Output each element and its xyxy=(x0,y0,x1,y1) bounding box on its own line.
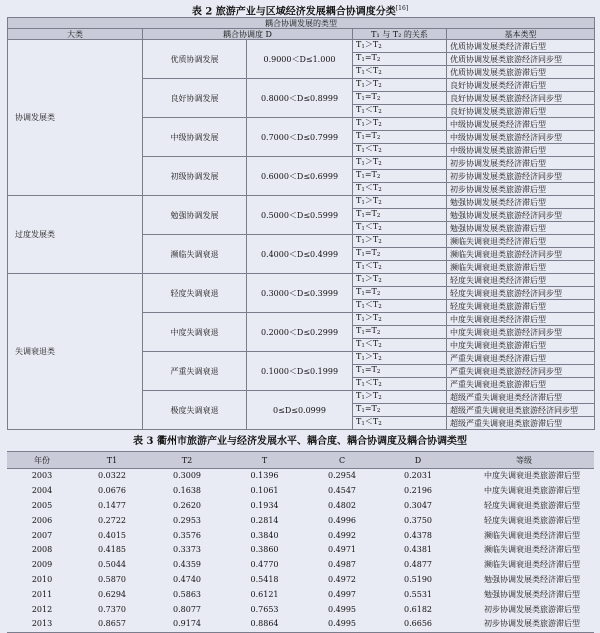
table3-cell: 2013 xyxy=(7,617,77,632)
table3-cell: 濒临失调衰退类经济滞后型 xyxy=(484,560,580,570)
table2-basic-type: 轻度失调衰退类旅游滞后型 xyxy=(447,300,595,313)
table2-relation: T1＜T2 xyxy=(353,105,447,118)
table3-cell: 0.4378 xyxy=(404,530,432,540)
table2-relation: T1=T2 xyxy=(353,92,447,105)
table2-relation: T1＞T2 xyxy=(353,313,447,326)
table3-cell: 0.9174 xyxy=(147,617,227,632)
table3-cell: 2004 xyxy=(31,486,53,496)
table2-category: 失调衰退类 xyxy=(8,274,143,430)
table2-relation: T1＞T2 xyxy=(353,118,447,131)
table3-cell: 0.5190 xyxy=(404,574,432,584)
table3-cell: 0.4770 xyxy=(250,560,279,570)
table3-cell: 0.3576 xyxy=(173,530,201,540)
table3-cell: 0.3840 xyxy=(250,530,279,540)
table3-row xyxy=(7,499,594,514)
table3-cell: 0.1061 xyxy=(250,486,279,496)
table3-cell: 0.5863 xyxy=(173,589,201,599)
table3-cell: 2011 xyxy=(31,589,53,599)
table2-basic-type: 勉强协调发展类经济滞后型 xyxy=(447,196,595,209)
table2-subtype: 中度失调衰退 xyxy=(143,313,247,352)
table2-relation: T1=T2 xyxy=(353,404,447,417)
table2-relation: T1＜T2 xyxy=(353,222,447,235)
table2-relation: T1＜T2 xyxy=(353,183,447,196)
table3-cell: 0.6182 xyxy=(404,604,432,614)
table3-cell: 0.1477 xyxy=(98,500,126,510)
table2-basic-type: 勉强协调发展类旅游滞后型 xyxy=(447,222,595,235)
table3-row xyxy=(7,484,594,499)
table2-relation: T1＞T2 xyxy=(353,352,447,365)
table3-header-cell: 等级 xyxy=(454,452,594,469)
table3-cell: 0.4995 xyxy=(328,604,356,614)
table2-relation: T1＞T2 xyxy=(353,391,447,404)
table3-row xyxy=(7,573,594,588)
table2-relation: T1＞T2 xyxy=(353,40,447,53)
table2-range: 0.5000＜D≤0.5999 xyxy=(247,196,353,235)
table3-row xyxy=(7,617,594,632)
table3-cell: 0.6294 xyxy=(98,589,126,599)
table2-category: 过度发展类 xyxy=(8,196,143,274)
table3-cell: 中度失调衰退类旅游滞后型 xyxy=(484,486,580,496)
table2-basic-type: 严重失调衰退类旅游滞后型 xyxy=(447,378,595,391)
table2-basic-type: 中级协调发展类经济滞后型 xyxy=(447,118,595,131)
table2-basic-type: 初步协调发展类旅游经济同步型 xyxy=(447,170,595,183)
table3-cell: 0.2953 xyxy=(173,515,201,525)
table2-basic-type: 勉强协调发展类旅游经济同步型 xyxy=(447,209,595,222)
table2-row xyxy=(8,40,595,53)
table3-cell: 中度失调衰退类旅游滞后型 xyxy=(484,471,580,481)
table3-cell: 0.5418 xyxy=(250,574,279,584)
table3-cell: 0.4996 xyxy=(328,515,356,525)
table2-basic-type: 濒临失调衰退类旅游经济同步型 xyxy=(447,248,595,261)
table3-cell: 0.2954 xyxy=(328,471,356,481)
table3-cell: 初步协调发展类旅游滞后型 xyxy=(484,604,580,614)
table2-row xyxy=(8,196,595,209)
table2-relation: T1=T2 xyxy=(353,53,447,66)
table3-row xyxy=(7,528,594,543)
table2-range: 0.3000＜D≤0.3999 xyxy=(247,274,353,313)
table2-subtype: 勉强协调发展 xyxy=(143,196,247,235)
classification-table xyxy=(7,17,595,430)
table3-cell: 0.3860 xyxy=(250,545,279,555)
table3-header-cell: D xyxy=(382,452,454,469)
table2-title: 表 2 旅游产业与区域经济发展耦合协调度分类 xyxy=(191,6,396,18)
table3-row xyxy=(7,469,594,484)
table2-basic-type: 中度失调衰退类旅游经济同步型 xyxy=(447,326,595,339)
table2-relation: T1=T2 xyxy=(353,287,447,300)
table3-header-cell: 年份 xyxy=(7,452,77,469)
table3-cell: 0.4987 xyxy=(328,560,356,570)
table3-caption: 表 3 衢州市旅游产业与经济发展水平、耦合度、耦合协调度及耦合协调类型 xyxy=(133,436,467,447)
table3-cell: 0.5870 xyxy=(98,574,126,584)
table3-cell: 濒临失调衰退类经济滞后型 xyxy=(484,530,580,540)
table3-cell: 0.6121 xyxy=(250,589,279,599)
table3-cell: 0.0322 xyxy=(98,471,126,481)
table2-relation: T1＜T2 xyxy=(353,300,447,313)
table3-cell: 2009 xyxy=(31,560,53,570)
table2-reference: [16] xyxy=(395,5,409,12)
table3-cell: 0.4359 xyxy=(173,560,201,570)
table3-cell: 0.4802 xyxy=(328,500,356,510)
table2-subtype: 严重失调衰退 xyxy=(143,352,247,391)
table2-subtype: 轻度失调衰退 xyxy=(143,274,247,313)
table2-range: 0.1000＜D≤0.1999 xyxy=(247,352,353,391)
table2-basic-type: 濒临失调衰退类经济滞后型 xyxy=(447,235,595,248)
table3-cell: 0.4995 xyxy=(302,617,382,632)
table2-relation: T1=T2 xyxy=(353,131,447,144)
table2-basic-type: 轻度失调衰退类旅游经济同步型 xyxy=(447,287,595,300)
table3-cell: 2006 xyxy=(31,515,53,525)
table2-basic-type: 超级严重失调衰退类经济滞后型 xyxy=(447,391,595,404)
table2-relation: T1=T2 xyxy=(353,365,447,378)
table2-relation: T1=T2 xyxy=(353,209,447,222)
table3-cell: 轻度失调衰退类旅游滞后型 xyxy=(484,515,580,525)
table2-range: 0.9000＜D≤1.000 xyxy=(247,40,353,79)
table2-relation: T1＜T2 xyxy=(353,417,447,430)
table3-header-cell: C xyxy=(302,452,382,469)
table2-header-category: 大类 xyxy=(8,29,143,40)
table3-cell: 0.3047 xyxy=(404,500,432,510)
table3-cell: 0.3373 xyxy=(173,545,201,555)
table3-cell: 0.4015 xyxy=(98,530,126,540)
table3-cell: 0.2196 xyxy=(404,486,432,496)
table2-relation: T1＞T2 xyxy=(353,157,447,170)
table3-cell: 0.4997 xyxy=(328,589,356,599)
table2-basic-type: 超级严重失调衰退类旅游经济同步型 xyxy=(447,404,595,417)
table3-cell: 0.2031 xyxy=(404,471,432,481)
table2-relation: T1=T2 xyxy=(353,248,447,261)
table2-subtype: 良好协调发展 xyxy=(143,79,247,118)
table3-cell: 0.4992 xyxy=(328,530,356,540)
table3-cell: 0.4972 xyxy=(328,574,356,584)
table2-basic-type: 超级严重失调衰退类旅游滞后型 xyxy=(447,417,595,430)
table2-basic-type: 初步协调发展类经济滞后型 xyxy=(447,157,595,170)
table2-basic-type: 中级协调发展类旅游经济同步型 xyxy=(447,131,595,144)
table2-relation: T1=T2 xyxy=(353,326,447,339)
table3-cell: 0.4877 xyxy=(404,560,432,570)
table3-cell: 0.2814 xyxy=(250,515,279,525)
table3-cell: 2010 xyxy=(31,574,53,584)
table3-cell: 2003 xyxy=(31,471,53,481)
table2-basic-type: 濒临失调衰退类旅游滞后型 xyxy=(447,261,595,274)
table3-cell: 0.8077 xyxy=(173,604,201,614)
table2-relation: T1＞T2 xyxy=(353,79,447,92)
table3-header-cell: T xyxy=(227,452,302,469)
table2-relation: T1＞T2 xyxy=(353,235,447,248)
table3-cell: 0.3750 xyxy=(404,515,432,525)
table2-relation: T1=T2 xyxy=(353,170,447,183)
table2-basic-type: 优质协调发展类经济滞后型 xyxy=(447,40,595,53)
table2-range: 0.4000＜D≤0.4999 xyxy=(247,235,353,274)
table2-basic-type: 中度失调衰退类旅游滞后型 xyxy=(447,339,595,352)
table3-cell: 0.2620 xyxy=(173,500,201,510)
table3-cell: 0.4971 xyxy=(328,545,356,555)
table3-row xyxy=(7,513,594,528)
table2-relation: T1＜T2 xyxy=(353,66,447,79)
table2-basic-type: 严重失调衰退类旅游经济同步型 xyxy=(447,365,595,378)
table3-cell: 0.4547 xyxy=(328,486,356,496)
table2-header-d: 耦合协调度 D xyxy=(143,29,353,40)
table3-cell: 0.5044 xyxy=(98,560,126,570)
table3-cell: 2005 xyxy=(31,500,53,510)
table2-range: 0.6000＜D≤0.6999 xyxy=(247,157,353,196)
table2-basic-type: 优质协调发展类旅游滞后型 xyxy=(447,66,595,79)
table2-basic-type: 中级协调发展类旅游滞后型 xyxy=(447,144,595,157)
table3-cell: 2007 xyxy=(31,530,53,540)
table3-header-cell: T1 xyxy=(77,452,147,469)
table2-body xyxy=(8,40,595,430)
table3-cell: 0.0676 xyxy=(98,486,126,496)
table2-relation: T1＜T2 xyxy=(353,339,447,352)
table2-relation: T1＜T2 xyxy=(353,261,447,274)
table2-subtype: 优质协调发展 xyxy=(143,40,247,79)
table3-row xyxy=(7,587,594,602)
table2-row xyxy=(8,274,595,287)
table2-range: 0≤D≤0.0999 xyxy=(247,391,353,430)
table3-cell: 0.5531 xyxy=(404,589,432,599)
table3-cell: 0.6656 xyxy=(382,617,454,632)
table3-cell: 0.4740 xyxy=(173,574,201,584)
table2-range: 0.2000＜D≤0.2999 xyxy=(247,313,353,352)
table3-cell: 0.4381 xyxy=(404,545,432,555)
table3-cell: 0.7370 xyxy=(98,604,126,614)
table3-cell: 2008 xyxy=(31,545,53,555)
table2-basic-type: 初步协调发展类旅游滞后型 xyxy=(447,183,595,196)
table3-cell: 0.1934 xyxy=(250,500,279,510)
table3-cell: 0.3009 xyxy=(173,471,201,481)
table3-cell: 0.4185 xyxy=(98,545,126,555)
table2-basic-type: 良好协调发展类旅游经济同步型 xyxy=(447,92,595,105)
table3-cell: 0.1638 xyxy=(173,486,201,496)
table3-cell: 轻度失调衰退类旅游滞后型 xyxy=(484,500,580,510)
table3-cell: 2012 xyxy=(31,604,53,614)
table3-cell: 0.2722 xyxy=(98,515,126,525)
table2-header-relation: T₁ 与 T₂ 的关系 xyxy=(353,29,447,40)
table3-cell: 勉强协调发展类经济滞后型 xyxy=(484,589,580,599)
table2-range: 0.7000＜D≤0.7999 xyxy=(247,118,353,157)
table3-body xyxy=(7,469,594,633)
table3-row xyxy=(7,558,594,573)
table2-header-type: 基本类型 xyxy=(447,29,595,40)
table3-cell: 0.8657 xyxy=(77,617,147,632)
table2-subtype: 初级协调发展 xyxy=(143,157,247,196)
table2-basic-type: 良好协调发展类经济滞后型 xyxy=(447,79,595,92)
table2-relation: T1＞T2 xyxy=(353,196,447,209)
table3-cell: 0.1396 xyxy=(250,471,279,481)
table3-cell: 初步协调发展类旅游滞后型 xyxy=(454,617,594,632)
table2-relation: T1＞T2 xyxy=(353,274,447,287)
table2-category: 协调发展类 xyxy=(8,40,143,196)
table3-cell: 濒临失调衰退类经济滞后型 xyxy=(484,545,580,555)
results-table xyxy=(7,451,594,633)
table2-basic-type: 轻度失调衰退类经济滞后型 xyxy=(447,274,595,287)
table2-range: 0.8000＜D≤0.8999 xyxy=(247,79,353,118)
table3-cell: 0.7653 xyxy=(250,604,279,614)
table2-basic-type: 良好协调发展类旅游滞后型 xyxy=(447,105,595,118)
table2-subtype: 濒临失调衰退 xyxy=(143,235,247,274)
table2-header-top: 耦合协调发展的类型 xyxy=(8,18,595,29)
table3-header-row xyxy=(7,452,594,469)
table2-basic-type: 优质协调发展类旅游经济同步型 xyxy=(447,53,595,66)
table2-subtype: 极度失调衰退 xyxy=(143,391,247,430)
table2-basic-type: 中度失调衰退类经济滞后型 xyxy=(447,313,595,326)
table2-subtype: 中级协调发展 xyxy=(143,118,247,157)
table2-basic-type: 严重失调衰退类经济滞后型 xyxy=(447,352,595,365)
table3-cell: 0.8864 xyxy=(227,617,302,632)
table2-relation: T1＜T2 xyxy=(353,144,447,157)
table3-row xyxy=(7,602,594,617)
table3-header-cell: T2 xyxy=(147,452,227,469)
table3-cell: 勉强协调发展类经济滞后型 xyxy=(484,574,580,584)
table3-row xyxy=(7,543,594,558)
table2-relation: T1＜T2 xyxy=(353,378,447,391)
